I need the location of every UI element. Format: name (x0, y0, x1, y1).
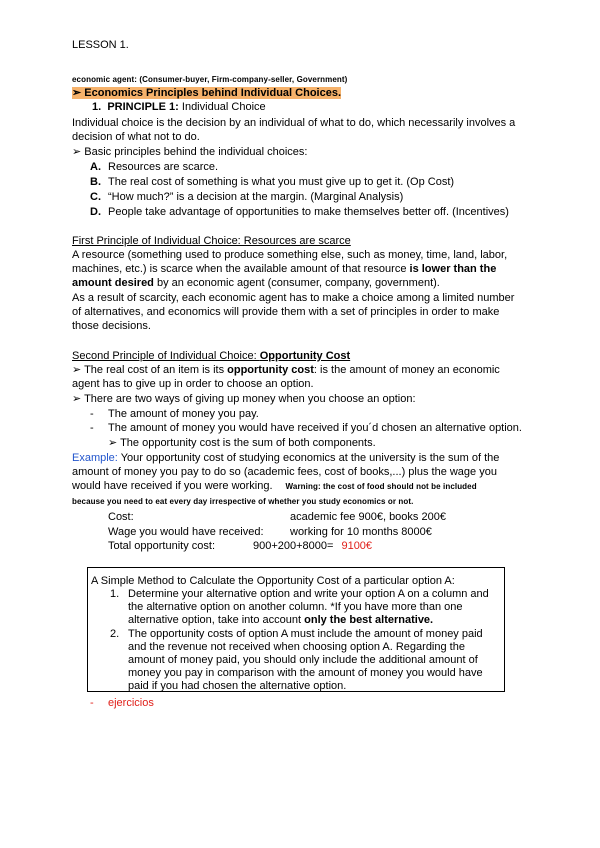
list-text: Resources are scarce. (108, 161, 219, 173)
list-text: The real cost of something is what you must give up to get it. (Op Cost) (108, 176, 455, 188)
exercises-text: ejercicios (108, 697, 154, 709)
first-para-line-1: As a result of scarcity, each economic agent has to make a choice among a limited number (72, 292, 515, 304)
first-line-2-text: machines, etc.) is scarce when the available amount of that resource (72, 263, 410, 275)
list-text: “How much?” is a decision at the margin. (Marginal Analysis) (108, 191, 404, 203)
intro-line-1: Individual choice is the decision by an individual of what to do, which necessarily involves a (72, 117, 516, 129)
first-para-line-2: of alternatives, and economics will provide them with a set of principles in order to make (72, 306, 500, 318)
first-line-3-bold: amount desired (72, 277, 154, 289)
box-step-2 (110, 627, 483, 641)
list-item (90, 190, 403, 204)
second-line-3 (72, 392, 416, 406)
step-number: 1. (110, 588, 120, 600)
warning-text: Warning: the cost of food should not be included (285, 482, 477, 491)
arrow-bullet-icon: ➢ (72, 146, 85, 158)
list-letter: A. (90, 161, 101, 173)
total-label: Total opportunity cost: (108, 540, 216, 552)
wage-value: working for 10 months 8000€ (290, 526, 432, 538)
sum-text: The opportunity cost is the sum of both components. (120, 437, 376, 449)
box-step-2-line-2: and the revenue not received when choosing option A. Regarding the (128, 641, 465, 653)
warning-line-2: because you need to eat every day irrespective of whether you study economics or not. (72, 497, 414, 506)
principle-title: PRINCIPLE 1: (107, 101, 179, 113)
dash-text: The amount of money you would have received if you´d chosen an alternative option. (108, 422, 522, 434)
dash-bullet: - (90, 408, 94, 420)
lesson-title: LESSON 1. (72, 39, 129, 51)
total-calc-text: 900+200+8000= (253, 540, 334, 552)
sum-line (108, 436, 376, 450)
basic-intro-text: Basic principles behind the individual choices: (84, 146, 308, 158)
box-step-2-line-3: amount of money paid, you should only include the additional amount of (128, 654, 478, 666)
step-text: The opportunity costs of option A must include the amount of money paid (128, 628, 483, 640)
dash-item (90, 407, 259, 421)
step-bold: only the best alternative. (304, 614, 434, 626)
arrow-bullet-icon: ➢ (108, 437, 121, 449)
second-line-1-bold: opportunity cost (227, 364, 314, 376)
wage-label: Wage you would have received: (108, 526, 264, 538)
box-step-1-line-2: the alternative option on another column. *If you have more than one (128, 601, 463, 613)
list-item (90, 205, 509, 219)
example-line-2: amount of money you pay to do so (academic fees, cost of books,...) plus the wage you (72, 466, 497, 478)
second-principle-title (72, 349, 350, 363)
list-item (90, 175, 454, 189)
cost-label: Cost: (108, 511, 134, 523)
first-principle-title: First Principle of Individual Choice: Resources are scarce (72, 235, 351, 247)
arrow-bullet-icon: ➢ (72, 393, 85, 405)
box-step-2-line-5: paid if you had chosen the alternative option. (128, 680, 347, 692)
list-letter: B. (90, 176, 101, 188)
arrow-bullet-icon: ➢ (72, 87, 85, 99)
basic-intro (72, 145, 307, 159)
box-title-text: A Simple Method to Calculate the (91, 575, 257, 587)
list-text: People take advantage of opportunities to make themselves better off. (Incentives) (108, 206, 509, 218)
example-line-1 (72, 451, 499, 465)
principle-subtitle: Individual Choice (181, 101, 266, 113)
example-label: Example: (72, 452, 118, 464)
agent-note: economic agent: (Consumer-buyer, Firm-company-seller, Government) (72, 75, 348, 84)
list-letter: D. (90, 206, 101, 218)
total-calc (253, 539, 372, 553)
example-text: Your opportunity cost of studying economics at the university is the sum of the (117, 452, 500, 464)
box-step-2-line-4: money you pay in comparison with the amount of money you would have (128, 667, 483, 679)
first-line-2 (72, 262, 496, 276)
box-step-1-line-3 (128, 613, 433, 627)
first-para-line-3: those decisions. (72, 320, 151, 332)
first-line-1: A resource (something used to produce something else, such as money, time, land, labor, (72, 249, 508, 261)
step-text: Determine your alternative option and write your option A on a column and (128, 588, 489, 600)
box-title-end: Opportunity Cost of a particular option A: (256, 575, 455, 587)
arrow-bullet-icon: ➢ (72, 364, 85, 376)
box-title (91, 574, 455, 588)
example-line-3-text: would have received if you were working. (72, 480, 273, 492)
dash-bullet: - (90, 697, 94, 709)
principle-line (92, 100, 266, 114)
step-text: alternative option, take into account (128, 614, 305, 626)
cost-value: academic fee 900€, books 200€ (290, 511, 446, 523)
second-title-bold: Opportunity Cost (259, 350, 351, 362)
second-line-1-end: : is the amount of money an economic (313, 364, 500, 376)
second-line-2: agent has to give up in order to choose an option. (72, 378, 314, 390)
main-heading (72, 86, 341, 100)
first-line-3-text: by an economic agent (consumer, company, government). (153, 277, 440, 289)
heading-text: Economics Principles behind Individual Choices. (84, 87, 342, 99)
principle-number: 1. (92, 101, 102, 113)
example-line-3 (72, 479, 477, 494)
dash-item (90, 421, 522, 435)
second-line-1 (72, 363, 500, 377)
dash-bullet: - (90, 422, 94, 434)
box-step-1 (110, 587, 489, 601)
list-item (90, 160, 218, 174)
second-line-1-text: The real cost of an item is its (84, 364, 228, 376)
exercises-item (90, 696, 154, 710)
list-letter: C. (90, 191, 101, 203)
dash-text: The amount of money you pay. (108, 408, 259, 420)
second-title-text: Second Principle of Individual Choice: (72, 350, 260, 362)
second-line-3-text: There are two ways of giving up money when you choose an option: (84, 393, 416, 405)
first-line-2-bold: is lower than the (409, 263, 497, 275)
step-number: 2. (110, 628, 120, 640)
total-result: 9100€ (341, 540, 373, 552)
first-line-3 (72, 276, 440, 290)
intro-line-2: decision of what not to do. (72, 131, 200, 143)
